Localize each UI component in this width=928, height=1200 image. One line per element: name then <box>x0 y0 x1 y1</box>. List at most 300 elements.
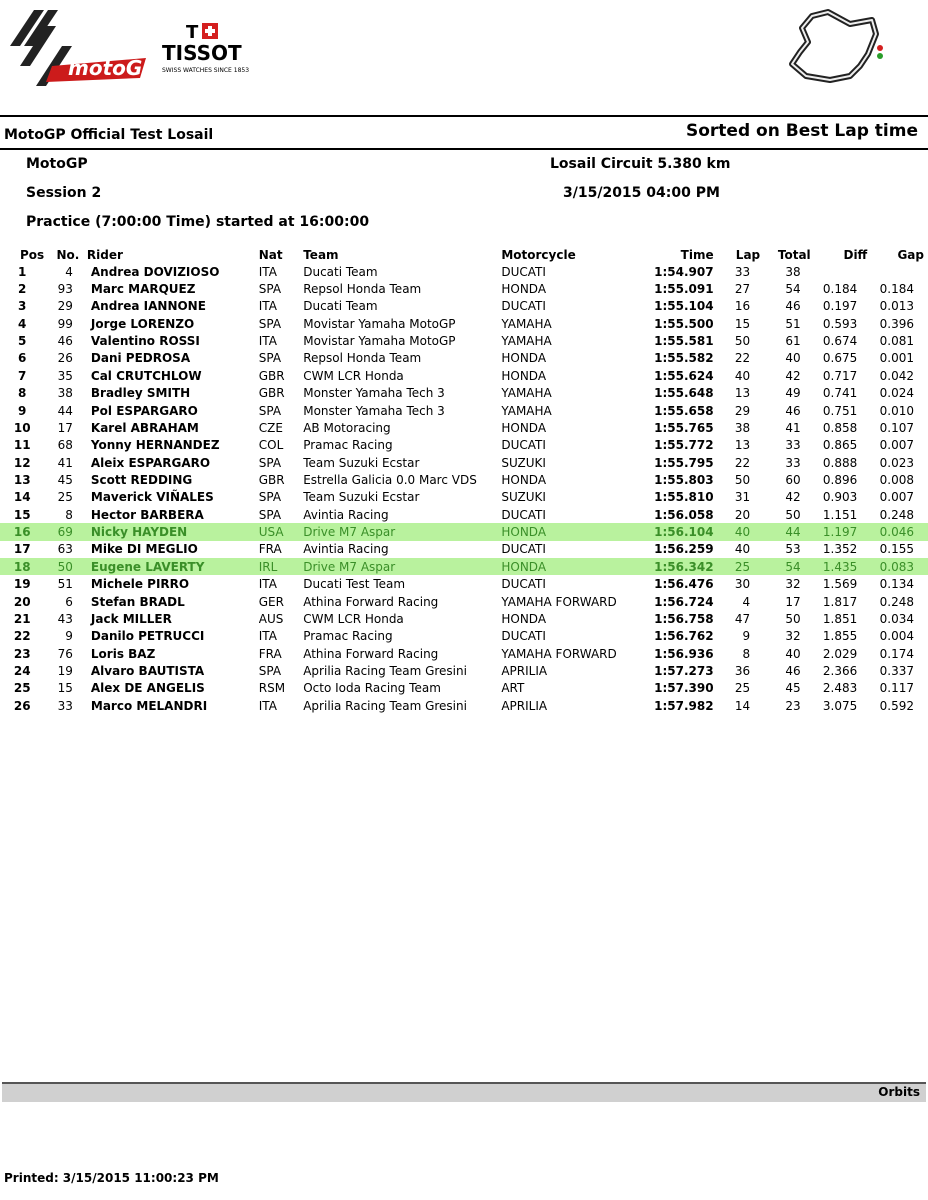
cell-no: 17 <box>57 420 73 435</box>
cell-rider: Michele PIRRO <box>90 577 190 592</box>
cell-rider: Jack MILLER <box>90 611 172 626</box>
cell-no: 25 <box>57 490 73 505</box>
cell-total: 38 <box>785 264 801 279</box>
cell-time: 1:55.772 <box>654 438 714 453</box>
cell-lap: 33 <box>734 264 751 279</box>
cell-rider: Andrea IANNONE <box>90 299 206 314</box>
cell-gap: 0.034 <box>879 611 914 626</box>
cell-gap: 0.007 <box>879 438 914 453</box>
cell-motorcycle: DUCATI <box>501 577 546 592</box>
cell-total: 46 <box>785 403 801 418</box>
cell-no: 38 <box>57 386 73 401</box>
col-gap: Gap <box>897 247 924 262</box>
cell-diff: 1.817 <box>822 594 858 609</box>
cell-team: CWM LCR Honda <box>303 611 404 626</box>
motogp-logo <box>6 6 156 90</box>
cell-diff: 1.569 <box>822 577 858 592</box>
cell-nat: FRA <box>258 542 282 557</box>
cell-gap: 0.174 <box>879 646 914 661</box>
cell-pos: 14 <box>13 490 31 505</box>
table-row <box>0 437 928 454</box>
col-pos: Pos <box>20 247 45 262</box>
cell-motorcycle: HONDA <box>501 611 547 626</box>
cell-motorcycle: DUCATI <box>501 264 546 279</box>
circuit-label: Losail Circuit 5.380 km <box>550 156 731 172</box>
cell-team: CWM LCR Honda <box>303 368 404 383</box>
tissot-logo <box>160 20 255 80</box>
cell-gap: 0.013 <box>879 299 914 314</box>
cell-gap: 0.134 <box>879 577 914 592</box>
cell-motorcycle: DUCATI <box>501 542 546 557</box>
cell-time: 1:56.936 <box>654 646 714 661</box>
cell-nat: ITA <box>258 334 277 349</box>
cell-no: 43 <box>57 611 73 626</box>
cell-time: 1:56.762 <box>654 629 714 644</box>
cell-gap: 0.155 <box>879 542 914 557</box>
cell-rider: Alvaro BAUTISTA <box>90 663 205 678</box>
svg-text:T: T <box>186 22 199 43</box>
cell-nat: RSM <box>258 681 286 696</box>
cell-diff: 0.903 <box>822 490 858 505</box>
cell-lap: 20 <box>734 507 751 522</box>
cell-pos: 12 <box>13 455 31 470</box>
cell-diff: 0.888 <box>822 455 858 470</box>
cell-nat: SPA <box>258 351 282 366</box>
cell-gap: 0.001 <box>879 351 914 366</box>
cell-nat: ITA <box>258 577 277 592</box>
tissot-tagline: SWISS WATCHES SINCE 1853 <box>162 67 250 74</box>
table-row <box>0 575 928 592</box>
col-motorcycle: Motorcycle <box>501 247 576 262</box>
cell-rider: Eugene LAVERTY <box>85 558 259 575</box>
cell-diff: 0.858 <box>822 420 858 435</box>
cell-motorcycle: YAMAHA FORWARD <box>501 594 617 609</box>
cell-motorcycle: YAMAHA <box>501 316 552 331</box>
cell-gap: 0.004 <box>879 629 914 644</box>
cell-time: 1:56.758 <box>654 611 714 626</box>
table-row <box>0 610 928 627</box>
cell-diff: 0.675 <box>822 351 858 366</box>
cell-total: 49 <box>785 386 801 401</box>
cell-gap: 0.396 <box>879 316 914 331</box>
cell-gap: 0.007 <box>879 490 914 505</box>
cell-pos: 7 <box>18 368 27 383</box>
cell-motorcycle: DUCATI <box>501 299 546 314</box>
cell-lap: 13 <box>734 438 751 453</box>
cell-pos: 5 <box>18 334 27 349</box>
cell-total: 33 <box>785 455 801 470</box>
cell-diff: 1.435 <box>815 558 872 575</box>
cell-rider: Marco MELANDRI <box>90 698 208 713</box>
cell-no: 69 <box>44 523 84 540</box>
cell-pos: 10 <box>13 420 31 435</box>
cell-no: 63 <box>57 542 73 557</box>
cell-no: 76 <box>57 646 73 661</box>
table-row <box>0 367 928 384</box>
cell-diff: 0.751 <box>822 403 858 418</box>
cell-lap: 47 <box>734 611 751 626</box>
cell-no: 26 <box>57 351 73 366</box>
cell-team: Athina Forward Racing <box>303 594 439 609</box>
cell-motorcycle: DUCATI <box>501 629 546 644</box>
cell-pos: 26 <box>13 698 31 713</box>
cell-lap: 40 <box>734 368 751 383</box>
cell-team: Avintia Racing <box>303 542 389 557</box>
results-table <box>0 246 928 714</box>
table-row <box>0 628 928 645</box>
cell-time: 1:55.091 <box>654 282 714 297</box>
cell-total: 46 <box>785 299 801 314</box>
cell-no: 8 <box>65 507 73 522</box>
cell-gap: 0.081 <box>879 334 914 349</box>
cell-nat: ITA <box>258 299 277 314</box>
cell-lap: 27 <box>734 282 751 297</box>
cell-gap: 0.248 <box>879 594 914 609</box>
table-row <box>0 541 928 558</box>
cell-diff <box>815 263 872 280</box>
cell-no: 35 <box>57 368 73 383</box>
cell-rider: Dani PEDROSA <box>90 351 191 366</box>
cell-nat: SPA <box>258 455 282 470</box>
col-rider: Rider <box>86 247 123 262</box>
cell-motorcycle: SUZUKI <box>501 490 546 505</box>
cell-time: 1:57.390 <box>654 681 714 696</box>
cell-lap: 40 <box>714 523 765 540</box>
cell-total: 54 <box>764 558 815 575</box>
cell-rider: Marc MARQUEZ <box>90 282 196 297</box>
cell-motorcycle: YAMAHA FORWARD <box>501 646 617 661</box>
cell-diff: 0.197 <box>822 299 858 314</box>
cell-lap: 22 <box>734 351 751 366</box>
col-nat: Nat <box>258 247 283 262</box>
cell-pos: 21 <box>13 611 31 626</box>
cell-nat: GBR <box>258 472 285 487</box>
cell-team: Monster Yamaha Tech 3 <box>303 386 445 401</box>
cell-no: 99 <box>57 316 73 331</box>
cell-rider: Stefan BRADL <box>90 594 185 609</box>
table-row <box>0 680 928 697</box>
cell-gap: 0.010 <box>879 403 914 418</box>
cell-total: 61 <box>785 334 801 349</box>
cell-total: 50 <box>785 507 801 522</box>
cell-team: Pramac Racing <box>303 438 393 453</box>
cell-pos: 20 <box>13 594 31 609</box>
class-label: MotoGP <box>26 156 88 172</box>
cell-diff: 0.741 <box>822 386 858 401</box>
cell-team: Team Suzuki Ecstar <box>303 490 420 505</box>
cell-nat: SPA <box>258 282 282 297</box>
cell-total: 17 <box>785 594 801 609</box>
cell-team: Octo Ioda Racing Team <box>303 681 441 696</box>
cell-motorcycle: HONDA <box>501 282 547 297</box>
track-map-icon <box>780 4 892 96</box>
cell-total: 42 <box>785 490 801 505</box>
cell-gap: 0.107 <box>879 420 914 435</box>
cell-diff: 0.865 <box>822 438 858 453</box>
cell-rider: Aleix ESPARGARO <box>90 455 211 470</box>
cell-nat: SPA <box>258 403 282 418</box>
cell-motorcycle: APRILIA <box>501 663 548 678</box>
cell-lap: 13 <box>734 386 751 401</box>
cell-lap: 36 <box>734 663 751 678</box>
cell-rider: Alex DE ANGELIS <box>90 681 205 696</box>
cell-rider: Loris BAZ <box>90 646 156 661</box>
table-row <box>0 402 928 419</box>
cell-pos: 15 <box>13 507 31 522</box>
col-total: Total <box>777 247 811 262</box>
col-diff: Diff <box>843 247 868 262</box>
cell-rider: Karel ABRAHAM <box>90 420 199 435</box>
cell-gap: 0.046 <box>871 523 928 540</box>
top-rule <box>0 115 928 117</box>
cell-no: 68 <box>57 438 73 453</box>
cell-rider: Danilo PETRUCCI <box>90 629 205 644</box>
cell-gap: 0.337 <box>879 663 914 678</box>
cell-pos: 13 <box>13 472 31 487</box>
cell-nat: GER <box>258 594 284 609</box>
cell-nat: GBR <box>258 368 285 383</box>
cell-pos: 8 <box>18 386 27 401</box>
cell-total: 32 <box>785 629 801 644</box>
cell-lap: 25 <box>734 681 751 696</box>
cell-nat: USA <box>259 523 303 540</box>
cell-team: Repsol Honda Team <box>303 282 422 297</box>
cell-time: 1:55.581 <box>654 334 714 349</box>
mid-rule <box>0 148 928 150</box>
cell-total: 23 <box>785 698 801 713</box>
cell-pos: 3 <box>18 299 27 314</box>
table-row <box>0 315 928 332</box>
cell-motorcycle: HONDA <box>501 368 547 383</box>
motogp-logo-text: motoGP <box>68 56 156 80</box>
cell-motorcycle: DUCATI <box>501 507 546 522</box>
cell-pos: 2 <box>18 282 27 297</box>
cell-no: 51 <box>57 577 73 592</box>
cell-no: 6 <box>65 594 73 609</box>
cell-time: 1:56.342 <box>623 558 714 575</box>
cell-diff: 0.896 <box>822 472 858 487</box>
cell-lap: 40 <box>734 542 751 557</box>
session-label: Session 2 <box>26 185 102 201</box>
cell-time: 1:57.982 <box>654 698 714 713</box>
cell-team: Team Suzuki Ecstar <box>303 455 420 470</box>
cell-pos: 22 <box>13 629 31 644</box>
cell-total: 60 <box>785 472 801 487</box>
table-row <box>0 506 928 523</box>
cell-time: 1:55.104 <box>654 299 714 314</box>
cell-team: Athina Forward Racing <box>303 646 439 661</box>
cell-lap: 38 <box>734 420 751 435</box>
cell-lap: 31 <box>734 490 751 505</box>
table-row <box>0 263 928 280</box>
cell-no: 19 <box>57 663 73 678</box>
cell-team: AB Motoracing <box>303 420 391 435</box>
cell-time: 1:55.624 <box>654 368 714 383</box>
cell-team: Movistar Yamaha MotoGP <box>303 334 456 349</box>
cell-total: 51 <box>785 316 801 331</box>
table-row <box>0 697 928 714</box>
cell-time: 1:55.810 <box>654 490 714 505</box>
cell-no: 9 <box>65 629 73 644</box>
cell-gap: 0.117 <box>879 681 914 696</box>
cell-diff: 1.352 <box>822 542 858 557</box>
cell-gap: 0.184 <box>879 282 914 297</box>
cell-lap: 50 <box>734 472 751 487</box>
cell-nat: COL <box>258 438 284 453</box>
cell-total: 40 <box>785 351 801 366</box>
cell-lap: 25 <box>714 558 765 575</box>
cell-total: 33 <box>785 438 801 453</box>
cell-time: 1:56.476 <box>654 577 714 592</box>
cell-lap: 16 <box>734 299 751 314</box>
cell-rider: Scott REDDING <box>90 472 193 487</box>
tissot-logo-text: TISSOT <box>162 41 242 65</box>
cell-gap: 0.592 <box>879 698 914 713</box>
footer-brand: Orbits <box>878 1085 920 1099</box>
cell-time: 1:55.658 <box>654 403 714 418</box>
cell-total: 45 <box>785 681 801 696</box>
cell-rider: Nicky HAYDEN <box>85 523 259 540</box>
cell-nat: FRA <box>258 646 282 661</box>
cell-nat: GBR <box>258 386 285 401</box>
cell-time: 1:55.500 <box>654 316 714 331</box>
cell-gap: 0.023 <box>879 455 914 470</box>
cell-motorcycle: HONDA <box>501 351 547 366</box>
session-datetime: 3/15/2015 04:00 PM <box>563 185 720 201</box>
cell-team: Repsol Honda Team <box>303 351 422 366</box>
cell-nat: CZE <box>258 420 283 435</box>
table-row <box>0 645 928 662</box>
cell-total: 44 <box>764 523 815 540</box>
cell-lap: 30 <box>734 577 751 592</box>
cell-team: Drive M7 Aspar <box>303 558 501 575</box>
cell-gap: 0.083 <box>871 558 928 575</box>
document-title: MotoGP Official Test Losail <box>4 127 214 143</box>
cell-rider: Jorge LORENZO <box>90 316 195 331</box>
cell-lap: 4 <box>742 594 751 609</box>
cell-team: Aprilia Racing Team Gresini <box>303 698 467 713</box>
cell-motorcycle: APRILIA <box>501 698 548 713</box>
cell-time: 1:55.648 <box>654 386 714 401</box>
cell-rider: Bradley SMITH <box>90 386 191 401</box>
cell-team: Ducati Team <box>303 264 378 279</box>
table-row <box>0 419 928 436</box>
cell-rider: Yonny HERNANDEZ <box>90 438 220 453</box>
cell-nat: SPA <box>258 490 282 505</box>
col-lap: Lap <box>735 247 761 262</box>
cell-no: 41 <box>57 455 73 470</box>
cell-nat: AUS <box>258 611 284 626</box>
cell-lap: 22 <box>734 455 751 470</box>
cell-nat: SPA <box>258 316 282 331</box>
cell-team: Monster Yamaha Tech 3 <box>303 403 445 418</box>
table-row <box>0 350 928 367</box>
cell-pos: 4 <box>18 316 27 331</box>
cell-lap: 14 <box>734 698 751 713</box>
cell-no: 29 <box>57 299 73 314</box>
cell-rider: Maverick VIÑALES <box>90 490 214 505</box>
cell-no: 93 <box>57 282 73 297</box>
cell-rider: Hector BARBERA <box>90 507 204 522</box>
cell-motorcycle: HONDA <box>501 472 547 487</box>
practice-info: Practice (7:00:00 Time) started at 16:00:00 <box>26 214 370 230</box>
cell-pos: 24 <box>13 663 31 678</box>
footer-bar <box>2 1082 926 1102</box>
cell-motorcycle: YAMAHA <box>501 403 552 418</box>
cell-motorcycle: ART <box>501 681 525 696</box>
cell-rider: Mike DI MEGLIO <box>90 542 198 557</box>
table-row <box>0 662 928 679</box>
cell-pos: 19 <box>13 577 31 592</box>
cell-pos: 17 <box>13 542 31 557</box>
table-row <box>0 298 928 315</box>
cell-motorcycle: HONDA <box>501 523 622 540</box>
cell-diff: 1.151 <box>822 507 858 522</box>
cell-total: 54 <box>785 282 801 297</box>
cell-team: Avintia Racing <box>303 507 389 522</box>
cell-pos: 18 <box>0 558 44 575</box>
table-row <box>0 385 928 402</box>
cell-team: Estrella Galicia 0.0 Marc VDS <box>303 472 477 487</box>
cell-gap <box>871 263 928 280</box>
cell-diff: 2.029 <box>822 646 858 661</box>
cell-total: 53 <box>785 542 801 557</box>
cell-time: 1:55.765 <box>654 420 714 435</box>
cell-rider: Pol ESPARGARO <box>90 403 198 418</box>
cell-time: 1:56.259 <box>654 542 714 557</box>
cell-team: Ducati Test Team <box>303 577 406 592</box>
cell-no: 4 <box>65 264 73 279</box>
cell-diff: 2.483 <box>822 681 858 696</box>
cell-motorcycle: HONDA <box>501 558 622 575</box>
cell-pos: 6 <box>18 351 27 366</box>
cell-no: 44 <box>57 403 73 418</box>
cell-time: 1:55.582 <box>654 351 714 366</box>
cell-time: 1:55.803 <box>654 472 714 487</box>
cell-team: Pramac Racing <box>303 629 393 644</box>
cell-total: 40 <box>785 646 801 661</box>
cell-motorcycle: HONDA <box>501 420 547 435</box>
cell-time: 1:56.724 <box>654 594 714 609</box>
cell-gap: 0.008 <box>879 472 914 487</box>
table-row <box>0 280 928 297</box>
table-row <box>0 454 928 471</box>
cell-nat: IRL <box>259 558 303 575</box>
cell-pos: 16 <box>0 523 44 540</box>
cell-pos: 9 <box>18 403 27 418</box>
cell-lap: 15 <box>734 316 751 331</box>
table-row <box>0 523 928 540</box>
cell-diff: 1.851 <box>822 611 858 626</box>
cell-total: 46 <box>785 663 801 678</box>
cell-time: 1:56.058 <box>654 507 714 522</box>
cell-motorcycle: DUCATI <box>501 438 546 453</box>
sort-label: Sorted on Best Lap time <box>686 121 918 141</box>
table-row <box>0 332 928 349</box>
cell-diff: 1.855 <box>822 629 858 644</box>
cell-lap: 9 <box>742 629 751 644</box>
cell-gap: 0.042 <box>879 368 914 383</box>
cell-total: 50 <box>785 611 801 626</box>
cell-pos: 1 <box>18 264 27 279</box>
cell-time: 1:54.907 <box>654 264 714 279</box>
cell-rider: Valentino ROSSI <box>90 334 200 349</box>
cell-diff: 3.075 <box>822 698 858 713</box>
cell-nat: ITA <box>258 629 277 644</box>
cell-gap: 0.024 <box>879 386 914 401</box>
cell-pos: 23 <box>13 646 31 661</box>
printed-timestamp: Printed: 3/15/2015 11:00:23 PM <box>4 1171 219 1185</box>
